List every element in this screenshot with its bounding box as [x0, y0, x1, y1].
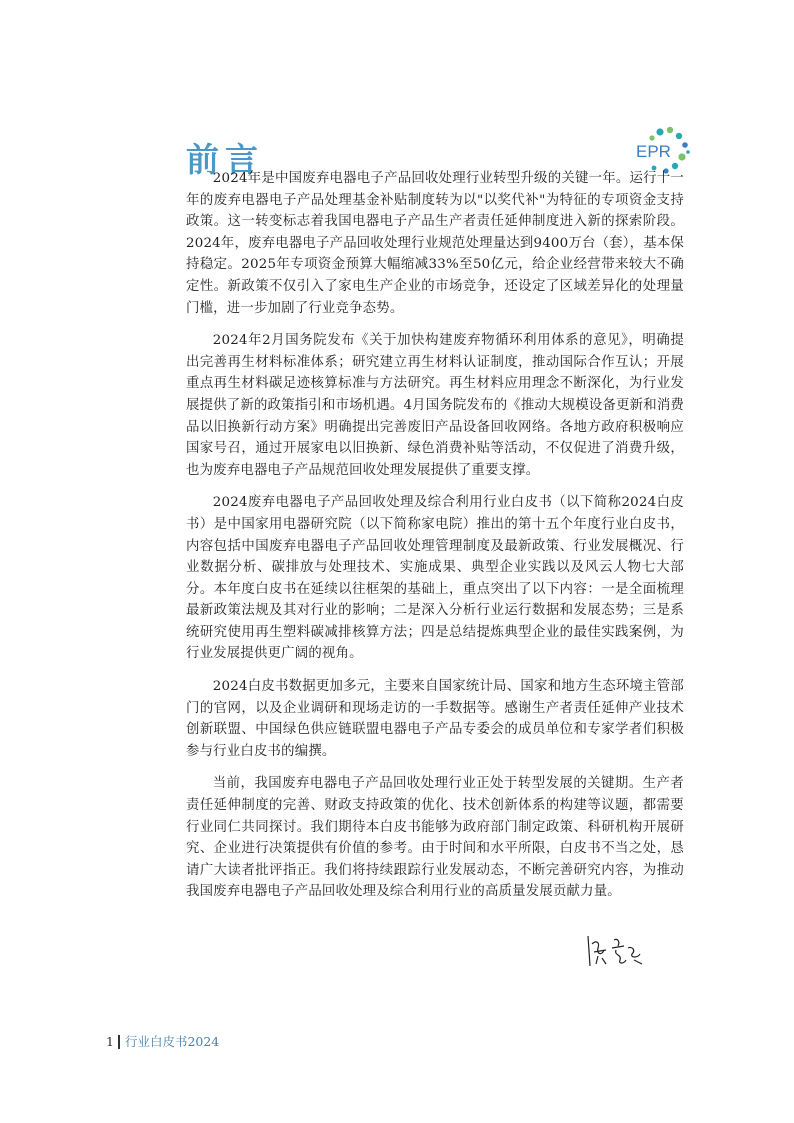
page-footer	[106, 1034, 219, 1050]
page-title: 前言	[186, 140, 264, 179]
paragraph-2: 2024年2月国务院发布《关于加快构建废弃物循环利用体系的意见》，明确提出完善再生材料标准体系；研究建立再生材料认证制度，推动国际合作互认；开展重点再生材料碳足迹核算标准与方法研究。再生材料应用理念不断深化，为行业发展提供了新的政策指引和市场机遇。4月国务院发布的《推动大规模设备更新和消费品以旧换新行动方案》明确提出完善废旧产品设备回收网络。各地方政府积极响应国家号召，通过开展家电以旧换新、绿色消费补贴等活动，不仅促进了消费升级，也为废弃电器电子产品规范回收处理发展提供了重要支撑。	[186, 333, 684, 478]
footer-divider	[118, 1035, 120, 1049]
paragraph-3: 2024废弃电器电子产品回收处理及综合利用行业白皮书（以下简称2024白皮书）是中国家用电器研究院（以下简称家电院）推出的第十五个年度行业白皮书，内容包括中国废弃电器电子产品回收处理管理制度及最新政策、行业发展概况、行业数据分析、碳排放与处理技术、实施成果、典型企业实践以及风云人物七大部分。本年度白皮书在延续以往框架的基础上，重点突出了以下内容：一是全面梳理最新政策法规及其对行业的影响；二是深入分析行业运行数据和发展态势；三是系统研究使用再生塑料碳减排核算方法；四是总结提炼典型企业的最佳实践案例，为行业发展提供更广阔的视角。	[186, 495, 684, 662]
author-signature	[584, 930, 648, 972]
paragraph-4: 2024白皮书数据更加多元，主要来自国家统计局、国家和地方生态环境主管部门的官网，以及企业调研和现场走访的一手数据等。感谢生产者责任延伸产业技术创新联盟、中国绿色供应链联盟电器电子产品专委会的成员单位和专家学者们积极参与行业白皮书的编撰。	[186, 679, 684, 759]
footer-label: 行业白皮书2024	[124, 1034, 220, 1049]
paragraph-5: 当前，我国废弃电器电子产品回收处理行业正处于转型发展的关键期。生产者责任延伸制度的完善、财政支持政策的优化、技术创新体系的构建等议题，都需要行业同仁共同探讨。我们期待本白皮书能够为政府部门制定政策、科研机构开展研究、企业进行决策提供有价值的参考。由于时间和水平所限，白皮书不当之处，恳请广大读者批评指正。我们将持续跟踪行业发展动态，不断完善研究内容，为推动我国废弃电器电子产品回收处理及综合利用行业的高质量发展贡献力量。	[186, 776, 684, 900]
preface-body	[186, 168, 684, 914]
page-number: 1	[106, 1034, 114, 1049]
signature-graphic	[584, 930, 648, 972]
logo-text: EPR	[636, 142, 671, 161]
paragraph-1: 2024年是中国废弃电器电子产品回收处理行业转型升级的关键一年。运行十一年的废弃电器电子产品处理基金补贴制度转为以"以奖代补"为特征的专项资金支持政策。这一转变标志着我国电器电子产品生产者责任延伸制度进入新的探索阶段。2024年，废弃电器电子产品回收处理行业规范处理量达到9400万台（套），基本保持稳定。2025年专项资金预算大幅缩减33%至50亿元，给企业经营带来较大不确定性。新政策不仅引入了家电生产企业的市场竞争，还设定了区域差异化的处理量门槛，进一步加剧了行业竞争态势。	[186, 171, 684, 316]
